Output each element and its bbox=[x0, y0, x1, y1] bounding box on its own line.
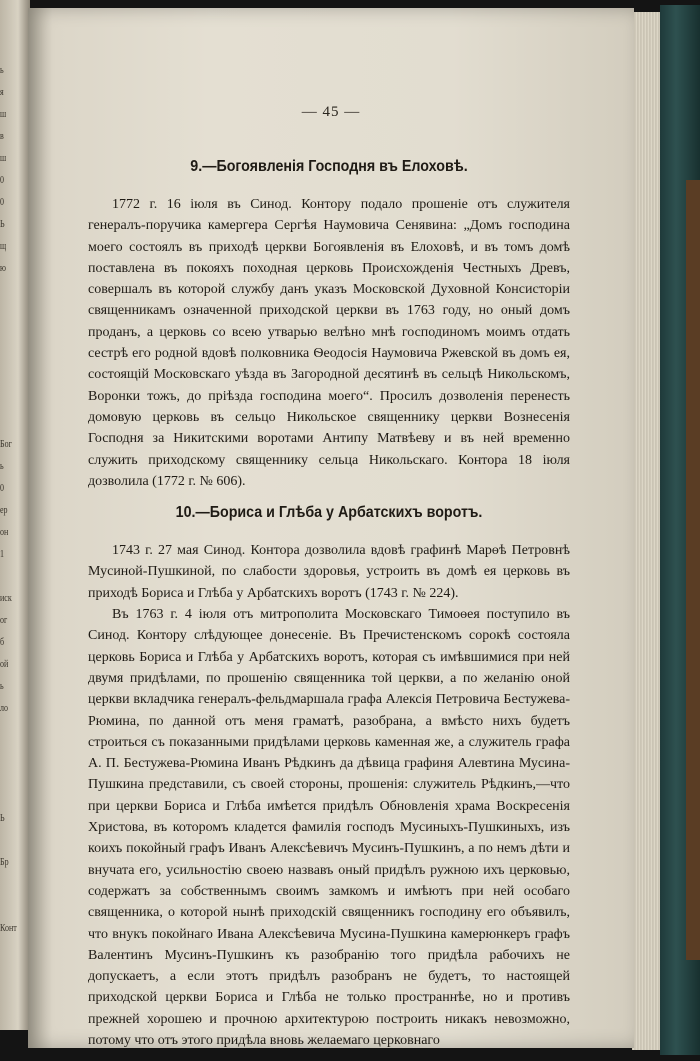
section-10-paragraph-1: 1743 г. 27 мая Синод. Контора дозволила вдовѣ графинѣ Марѳѣ Петровнѣ Мусиной-Пушкиной, по слабости здоровья, устроить въ домѣ ея церковь въ приходѣ Бориса и Глѣба у Арбатскихъ воротъ (1743 г. № 224). bbox=[88, 543, 570, 601]
facing-page-line bbox=[0, 742, 22, 764]
facing-page-line bbox=[0, 346, 22, 368]
page-number: — 45 — bbox=[301, 104, 361, 120]
facing-page-line: ь bbox=[0, 461, 4, 472]
facing-page-edge bbox=[0, 0, 30, 1030]
cover-board-edge bbox=[686, 180, 700, 960]
book-page bbox=[28, 8, 634, 1048]
facing-page-line: Бр bbox=[0, 857, 9, 868]
facing-page-line: в bbox=[0, 131, 4, 142]
facing-page-line: ь bbox=[0, 681, 4, 692]
page-content bbox=[88, 158, 570, 1051]
facing-page-line: ог bbox=[0, 615, 8, 626]
facing-page-line: ой bbox=[0, 659, 9, 670]
facing-page-line bbox=[0, 390, 22, 412]
facing-page-line bbox=[0, 412, 22, 434]
facing-page-line: Ь bbox=[0, 219, 5, 230]
section-heading-10: 10.—Бориса и Глѣба у Арбатскихъ воротъ. bbox=[175, 504, 483, 522]
facing-page-line: я bbox=[0, 87, 4, 98]
facing-page-line: иск bbox=[0, 593, 12, 604]
facing-page-line: 0 bbox=[0, 197, 4, 208]
page-block-edge bbox=[632, 12, 662, 1050]
facing-page-line: ш bbox=[0, 153, 7, 164]
facing-page-line bbox=[0, 302, 22, 324]
facing-page-line: 0 bbox=[0, 483, 4, 494]
facing-page-line: Конт bbox=[0, 923, 17, 934]
facing-page-line: б bbox=[0, 637, 5, 648]
facing-page-line: 1 bbox=[0, 549, 4, 560]
section-9-paragraph: 1772 г. 16 іюля въ Синод. Контору подало прошеніе отъ служителя генералъ-поручика камергера Сергѣя Наумовича Сенявина: „Домъ господина моего состоялъ въ приходѣ церкви Богоявленія въ Елоховѣ, и въ томъ домѣ поставлена въ покояхъ походная церковь Происхожденія Честныхъ Древъ, совершалъ въ которой службу данъ указъ Московской Духовной Консисторіи священникамъ означенной приходской церкви въ 1763 году, но оный домъ проданъ, а церковь со всею утварью велѣно мнѣ господиномъ моимъ отдать сестрѣ его родной вдовѣ полковника Ѳеодосія Наумовича Ржевской въ домъ ея, состоящій Московскаго уѣзда въ Загородной десятинѣ въ сельцѣ Никольскомъ, Воронки тожъ, до пріѣзда господина моего“. Просилъ дозволенія перенесть домовую церковь въ сельцо Никольское священнику церкви Вознесенія Господня за Никитскими воротами Антипу Матвѣеву и въ ней временно служить приходскому священнику сельца Никольскаго. Контора 18 іюля дозволила (1772 г. № 606). bbox=[88, 197, 570, 489]
facing-page-line bbox=[0, 786, 22, 808]
facing-page-line bbox=[0, 280, 22, 302]
facing-page-line: он bbox=[0, 527, 9, 538]
facing-page-line: ло bbox=[0, 703, 8, 714]
facing-page-line: ь bbox=[0, 65, 4, 76]
facing-page-line: ш bbox=[0, 109, 7, 120]
facing-page-line bbox=[0, 566, 22, 588]
facing-page-line bbox=[0, 896, 22, 918]
section-heading-9: 9.—Богоявленія Господня въ Елоховѣ. bbox=[190, 158, 468, 175]
facing-page-line bbox=[0, 368, 22, 390]
facing-page-line: 0 bbox=[0, 175, 4, 186]
facing-page-line: Бог bbox=[0, 439, 12, 450]
facing-page-line: ю bbox=[0, 263, 6, 274]
facing-page-line bbox=[0, 764, 22, 786]
facing-page-text-fragments bbox=[0, 60, 28, 960]
facing-page-line bbox=[0, 874, 22, 896]
facing-page-line: ер bbox=[0, 505, 8, 516]
section-10-paragraph-2: Въ 1763 г. 4 іюля отъ митрополита Московскаго Тимоѳея поступило въ Синод. Контору слѣдующее донесеніе. Въ Пречистенскомъ сорокѣ состояла церковь Бориса и Глѣба у Арбатскихъ воротъ, которая съ имѣвшимися при ней двумя придѣлами, по прошенію священника той церкви, а по желанію оной церкви вкладчика генералъ-фельдмаршала графа Алексія Петровича Бестужева-Рюмина, по данной отъ меня граматѣ, разобрана, а вмѣсто нихъ будетъ строиться съ показанными придѣлами церковь каменная же, а служитель графа А. П. Бестужева-Рюмина Иванъ Рѣдкинъ да дѣвица графиня Алевтина Мусина-Пушкина представили, съ своей стороны, прошенія: служитель Рѣдкинъ,—что при церкви Бориса и Глѣба имѣется придѣлъ Обновленія храма Воскресенія Христова, въ которомъ кладется фамилія господъ Мусиныхъ-Пушкиныхъ, изъ коихъ покойный графъ Иванъ Алексѣевичъ Мусинъ-Пушкинъ, а по немъ дѣти и внучата его, усильностію своею назвавъ оный придѣлъ ружною ихъ церковью, содержатъ за собственнымъ своимъ замкомъ и имѣютъ при ней особаго священника, о которой нынѣ приходскій священникъ господину его объявилъ, что внукъ покойнаго Ивана Алексѣевича Мусина-Пушкина камерюнкеръ графъ Валентинъ Мусинъ-Пушкинъ къ разобранію того придѣла рабочихъ не допускаетъ, а если этотъ придѣлъ разобранъ не будетъ, то настоящей приходской церкви Бориса и Глѣба не только пространнѣе, но и противъ прежней хорошею и прочною архитектурою построить никакъ невозможно, потому что отъ этого придѣла вновь желаемаго церковнаго bbox=[88, 607, 570, 1048]
facing-page-line bbox=[0, 720, 22, 742]
facing-page-line bbox=[0, 324, 22, 346]
facing-page-line: Ь bbox=[0, 813, 5, 824]
facing-page-line: щ bbox=[0, 241, 7, 252]
facing-page-line bbox=[0, 830, 22, 852]
